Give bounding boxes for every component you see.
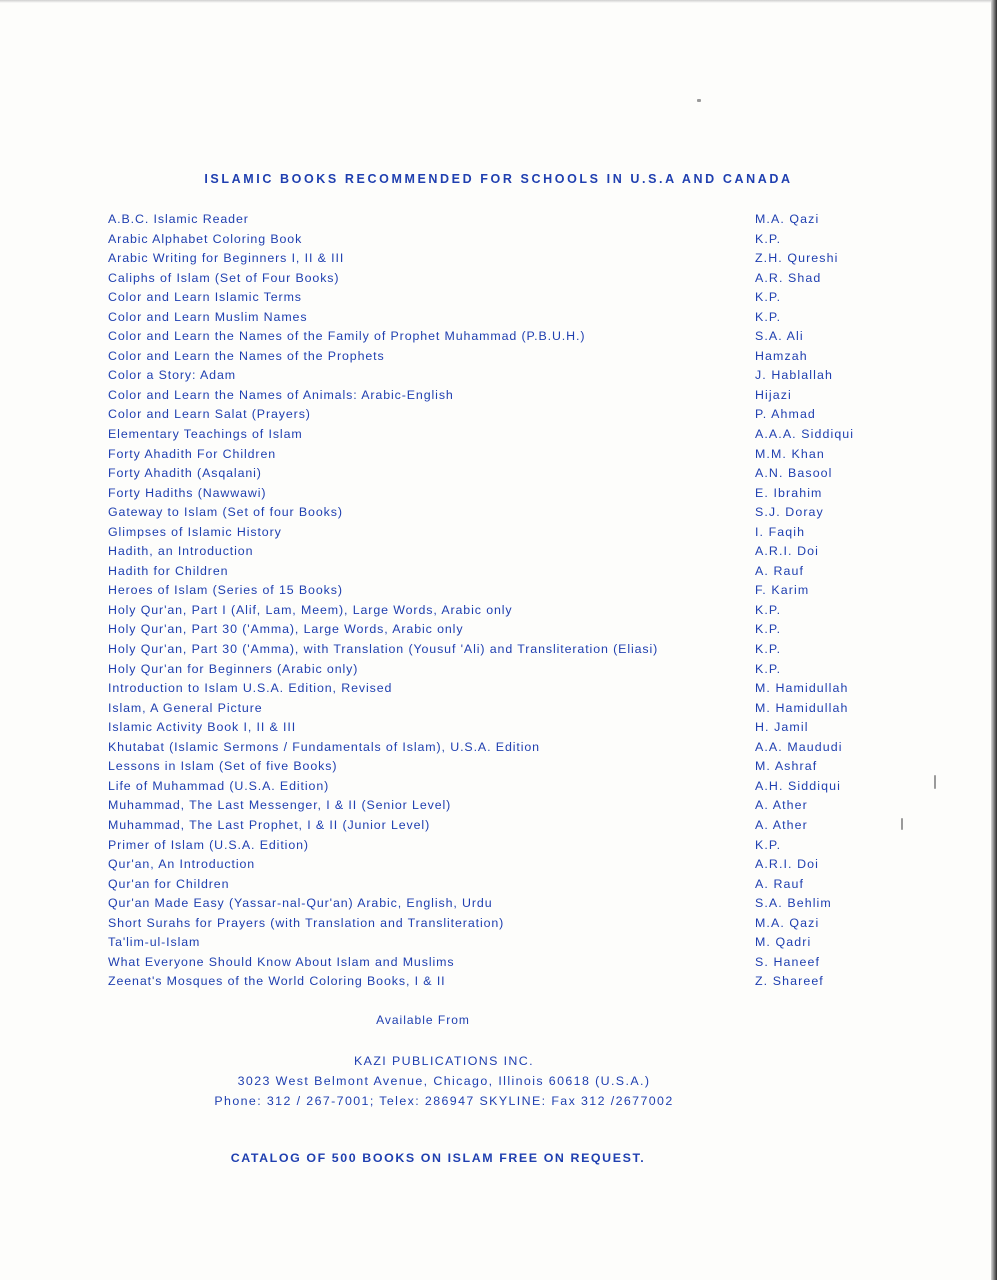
book-author: S. Haneef [755,954,821,969]
book-author: M. Qadri [755,935,812,950]
book-author: Hamzah [755,348,808,363]
book-row [108,269,868,289]
book-title: Muhammad, The Last Messenger, I & II (Senior Level) [108,798,452,813]
book-title: Islamic Activity Book I, II & III [108,720,297,735]
book-author: M. Hamidullah [755,681,849,696]
book-author: A. Ather [755,798,808,813]
page-right-edge [991,0,997,1280]
book-title: Introduction to Islam U.S.A. Edition, Revised [108,681,393,696]
book-row [108,816,868,836]
book-title: Islam, A General Picture [108,700,263,715]
book-title: Qur'an Made Easy (Yassar-nal-Qur'an) Arabic, English, Urdu [108,896,493,911]
book-author: A. Rauf [755,563,805,578]
book-author: K.P. [755,837,782,852]
book-title: Arabic Alphabet Coloring Book [108,231,303,246]
book-row [108,308,868,328]
book-author: J. Hablallah [755,368,833,383]
book-row [108,953,868,973]
book-row [108,445,868,465]
book-title: Primer of Islam (U.S.A. Edition) [108,837,309,852]
book-author: A.N. Basool [755,466,833,481]
book-author: K.P. [755,231,782,246]
book-title: Color and Learn Salat (Prayers) [108,407,311,422]
book-title: Muhammad, The Last Prophet, I & II (Junior Level) [108,817,431,832]
book-author: P. Ahmad [755,407,816,422]
publisher-address: 3023 West Belmont Avenue, Chicago, Illinois 60618 (U.S.A.) [237,1074,651,1088]
scan-speck [697,99,701,102]
book-author: A.A.A. Siddiqui [755,427,855,442]
book-row [108,327,868,347]
book-author: S.A. Ali [755,329,804,344]
book-row [108,523,868,543]
book-title: Holy Qur'an, Part I (Alif, Lam, Meem), Large Words, Arabic only [108,602,513,617]
book-row [108,386,868,406]
book-title: Life of Muhammad (U.S.A. Edition) [108,778,330,793]
book-row [108,581,868,601]
book-row [108,230,868,250]
book-title: Caliphs of Islam (Set of Four Books) [108,270,340,285]
book-title: Color and Learn the Names of Animals: Arabic-English [108,387,454,402]
book-title: Color and Learn Islamic Terms [108,290,302,305]
book-author: A. Ather [755,817,808,832]
book-row [108,249,868,269]
book-title: Qur'an, An Introduction [108,857,256,872]
book-title: Color and Learn Muslim Names [108,309,308,324]
book-author: M.A. Qazi [755,915,820,930]
book-author: A.R. Shad [755,270,822,285]
book-author: A.R.I. Doi [755,857,820,872]
book-author: A.H. Siddiqui [755,778,841,793]
book-list [108,210,868,992]
book-row [108,288,868,308]
book-author: K.P. [755,602,782,617]
book-row [108,562,868,582]
book-author: M. Ashraf [755,759,818,774]
book-title: Forty Ahadith For Children [108,446,277,461]
book-title: Khutabat (Islamic Sermons / Fundamentals of Islam), U.S.A. Edition [108,739,540,754]
scan-speck [934,775,936,789]
book-author: Z.H. Qureshi [755,251,839,266]
page-top-edge [0,0,997,3]
book-row [108,503,868,523]
book-author: K.P. [755,661,782,676]
book-title: A.B.C. Islamic Reader [108,212,249,226]
page-title: ISLAMIC BOOKS RECOMMENDED FOR SCHOOLS IN U.S.A AND CANADA [204,172,793,186]
book-row [108,796,868,816]
book-title: Lessons in Islam (Set of five Books) [108,759,338,774]
book-row [108,914,868,934]
book-row [108,660,868,680]
book-author: S.J. Doray [755,505,824,520]
book-row [108,855,868,875]
book-title: Color and Learn the Names of the Prophets [108,348,385,363]
book-author: M. Hamidullah [755,700,849,715]
book-author: Hijazi [755,387,792,402]
book-title: Heroes of Islam (Series of 15 Books) [108,583,343,598]
available-from-label: Available From [376,1013,470,1027]
book-title: Forty Hadiths (Nawwawi) [108,485,267,500]
book-row [108,347,868,367]
book-title: Arabic Writing for Beginners I, II & III [108,251,345,266]
book-title: What Everyone Should Know About Islam and Muslims [108,954,455,969]
scan-speck [901,818,903,830]
book-row [108,425,868,445]
book-title: Short Surahs for Prayers (with Translation and Transliteration) [108,915,505,930]
publisher-contact: Phone: 312 / 267-7001; Telex: 286947 SKYLINE: Fax 312 /2677002 [214,1094,674,1108]
book-title: Qur'an for Children [108,876,230,891]
book-title: Gateway to Islam (Set of four Books) [108,505,343,520]
book-row [108,542,868,562]
book-row [108,777,868,797]
book-author: M.A. Qazi [755,212,820,226]
book-title: Glimpses of Islamic History [108,524,282,539]
book-row [108,484,868,504]
book-title: Forty Ahadith (Asqalani) [108,466,262,481]
book-author: I. Faqih [755,524,806,539]
book-title: Hadith, an Introduction [108,544,254,559]
book-row [108,405,868,425]
book-author: K.P. [755,309,782,324]
book-title: Hadith for Children [108,563,229,578]
book-author: A.A. Maududi [755,739,843,754]
book-row [108,757,868,777]
book-row [108,366,868,386]
book-author: F. Karim [755,583,810,598]
book-title: Zeenat's Mosques of the World Coloring Books, I & II [108,974,446,989]
book-row [108,699,868,719]
book-row [108,464,868,484]
book-row [108,972,868,992]
book-title: Color a Story: Adam [108,368,236,383]
catalog-note: CATALOG OF 500 BOOKS ON ISLAM FREE ON REQUEST. [230,1151,646,1165]
book-title: Holy Qur'an for Beginners (Arabic only) [108,661,359,676]
book-row [108,601,868,621]
book-author: M.M. Khan [755,446,825,461]
book-author: K.P. [755,622,782,637]
book-row [108,640,868,660]
book-author: S.A. Behlim [755,896,832,911]
book-title: Holy Qur'an, Part 30 ('Amma), Large Words, Arabic only [108,622,464,637]
book-author: A.R.I. Doi [755,544,820,559]
book-title: Holy Qur'an, Part 30 ('Amma), with Translation (Yousuf 'Ali) and Transliteration (Eliasi) [108,642,659,657]
book-author: K.P. [755,290,782,305]
book-row [108,836,868,856]
book-author: H. Jamil [755,720,809,735]
book-row [108,718,868,738]
book-title: Elementary Teachings of Islam [108,427,303,442]
book-row [108,738,868,758]
book-row [108,875,868,895]
book-title: Ta'lim-ul-Islam [108,935,201,950]
book-author: K.P. [755,642,782,657]
book-row [108,620,868,640]
publisher-name: KAZI PUBLICATIONS INC. [354,1054,534,1068]
book-row [108,894,868,914]
book-author: A. Rauf [755,876,805,891]
publisher-block [0,1051,888,1111]
book-title: Color and Learn the Names of the Family of Prophet Muhammad (P.B.U.H.) [108,329,586,344]
book-row [108,679,868,699]
book-row [108,210,868,230]
book-author: E. Ibrahim [755,485,823,500]
book-author: Z. Shareef [755,974,824,989]
book-row [108,933,868,953]
